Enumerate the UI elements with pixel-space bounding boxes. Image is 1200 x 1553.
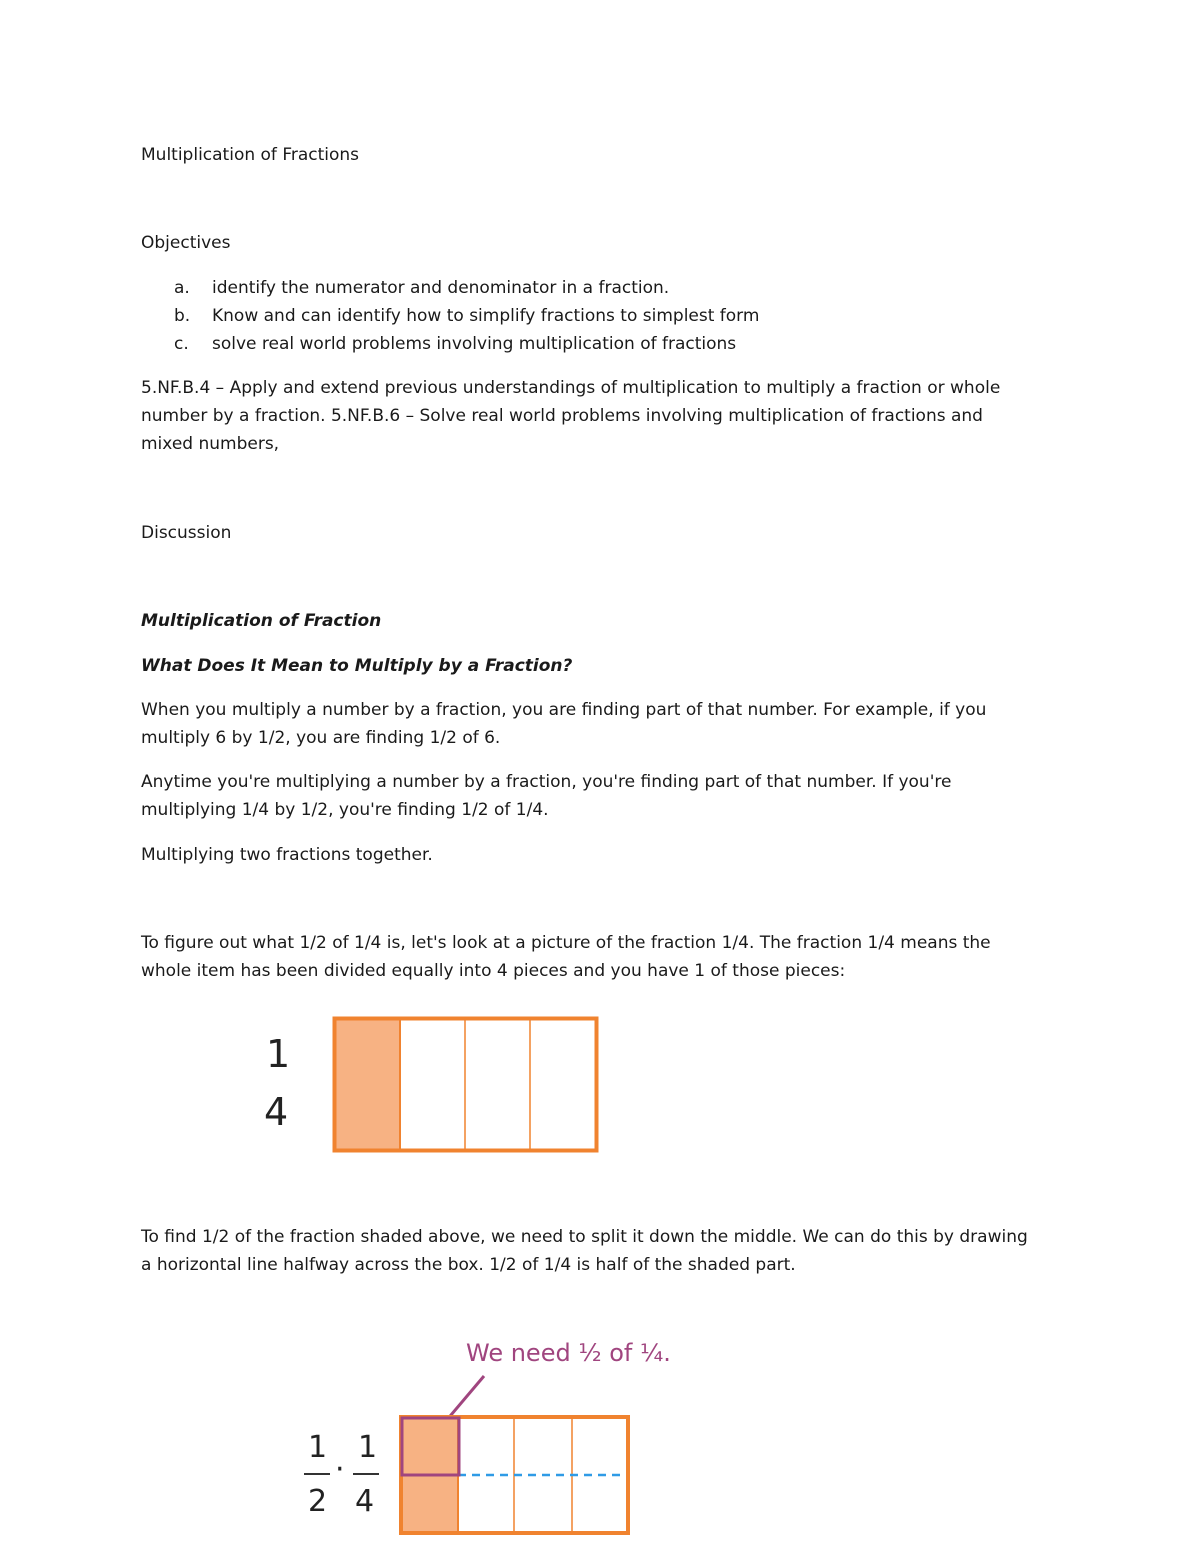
multiply-dot: · xyxy=(335,1452,345,1487)
discussion-heading: Discussion xyxy=(141,523,232,543)
list-text: identify the numerator and denominator in a fraction. xyxy=(212,278,670,298)
list-marker: c. xyxy=(174,334,189,354)
paragraph-3: Multiplying two fractions together. xyxy=(141,845,433,865)
section-title: Multiplication of Fraction xyxy=(141,611,382,631)
shaded-part xyxy=(334,1018,400,1150)
paragraph-line: When you multiply a number by a fraction, you are finding part of that number. For example, if you xyxy=(141,700,987,720)
list-marker: b. xyxy=(174,306,191,326)
fraction-denominator: 4 xyxy=(264,1090,289,1134)
question-heading: What Does It Mean to Multiply by a Fraction? xyxy=(141,656,573,676)
left-fraction-bar xyxy=(304,1473,334,1477)
right-numerator: 1 xyxy=(358,1430,378,1465)
list-text: solve real world problems involving multiplication of fractions xyxy=(212,334,737,354)
objectives-heading: Objectives xyxy=(141,233,231,253)
paragraph-line: multiplying 1/4 by 1/2, you're finding 1/2 of 1/4. xyxy=(141,800,549,820)
paragraph-line: To figure out what 1/2 of 1/4 is, let's look at a picture of the fraction 1/4. The fraction 1/4 means the xyxy=(141,933,991,953)
paragraph-line: 5.NF.B.4 – Apply and extend previous understandings of multiplication to multiply a fraction or whole xyxy=(141,378,1001,398)
left-numerator: 1 xyxy=(308,1430,328,1465)
left-denominator: 2 xyxy=(308,1484,328,1519)
paragraph-line: Anytime you're multiplying a number by a fraction, you're finding part of that number. If you're xyxy=(141,772,952,792)
paragraph-line: multiply 6 by 1/2, you are finding 1/2 of 6. xyxy=(141,728,501,748)
right-fraction-bar xyxy=(353,1473,383,1477)
fraction-bar-half-of-quarter xyxy=(398,1414,638,1538)
paragraph-line: number by a fraction. 5.NF.B.6 – Solve real world problems involving multiplication of fractions and xyxy=(141,406,983,426)
fraction-bar-quarter xyxy=(332,1016,602,1156)
paragraph-line: a horizontal line halfway across the box. 1/2 of 1/4 is half of the shaded part. xyxy=(141,1255,796,1275)
right-denominator: 4 xyxy=(355,1484,375,1519)
callout-label: We need ½ of ¼. xyxy=(466,1339,671,1367)
list-marker: a. xyxy=(174,278,190,298)
document-title: Multiplication of Fractions xyxy=(141,145,360,165)
paragraph-line: mixed numbers, xyxy=(141,434,280,454)
list-text: Know and can identify how to simplify fractions to simplest form xyxy=(212,306,760,326)
paragraph-line: whole item has been divided equally into 4 pieces and you have 1 of those pieces: xyxy=(141,961,846,981)
paragraph-line: To find 1/2 of the fraction shaded above, we need to split it down the middle. We can do this by drawing xyxy=(141,1227,1028,1247)
fraction-numerator: 1 xyxy=(266,1032,291,1076)
